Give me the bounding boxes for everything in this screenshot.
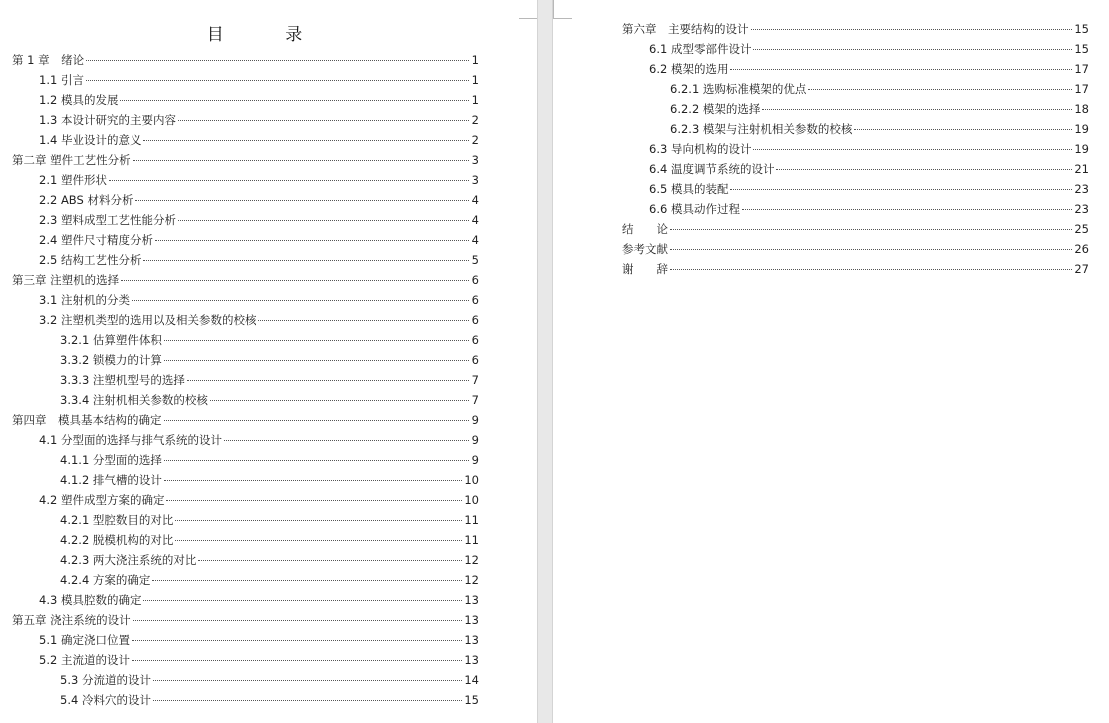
toc-entry[interactable]	[12, 150, 479, 170]
toc-page-number: 6	[471, 273, 479, 287]
toc-dot-leader	[133, 620, 463, 621]
toc-entry[interactable]	[12, 290, 479, 310]
toc-entry-label: 第六章 主要结构的设计	[622, 22, 749, 36]
toc-entry[interactable]	[12, 390, 479, 410]
toc-dot-leader	[143, 140, 469, 141]
toc-page-number: 9	[471, 413, 479, 427]
toc-dot-leader	[224, 440, 469, 441]
toc-entry[interactable]	[622, 139, 1089, 159]
toc-entry-label: 第四章 模具基本结构的确定	[12, 413, 162, 427]
toc-dot-leader	[178, 220, 469, 221]
toc-page-number: 1	[471, 73, 479, 87]
toc-entry-label: 1.2 模具的发展	[39, 93, 119, 107]
toc-entry[interactable]	[12, 670, 479, 690]
toc-dot-leader	[121, 280, 469, 281]
toc-entry[interactable]	[12, 370, 479, 390]
toc-dot-leader	[120, 100, 469, 101]
toc-page-number: 6	[471, 313, 479, 327]
toc-dot-leader	[152, 580, 462, 581]
toc-dot-leader	[730, 69, 1072, 70]
toc-dot-leader	[776, 169, 1072, 170]
toc-page-number: 27	[1074, 262, 1089, 276]
toc-dot-leader	[258, 320, 469, 321]
toc-dot-leader	[753, 49, 1072, 50]
toc-dot-leader	[175, 540, 462, 541]
toc-page-number: 25	[1074, 222, 1089, 236]
toc-entry-label: 6.2 模架的选用	[649, 62, 729, 76]
toc-entry[interactable]	[12, 50, 479, 70]
toc-entry[interactable]	[12, 130, 479, 150]
toc-entry-label: 结 论	[622, 222, 668, 236]
toc-entry[interactable]	[622, 79, 1089, 99]
toc-entry-label: 第 1 章 绪论	[12, 53, 85, 67]
toc-page-number: 23	[1074, 182, 1089, 196]
toc-page-number: 2	[471, 133, 479, 147]
toc-entry-label: 3.3.3 注塑机型号的选择	[60, 373, 185, 387]
toc-entry-label: 4.1 分型面的选择与排气系统的设计	[39, 433, 222, 447]
toc-entry-label: 6.2.3 模架与注射机相关参数的校核	[670, 122, 853, 136]
toc-entry[interactable]	[622, 39, 1089, 59]
toc-dot-leader	[133, 160, 469, 161]
toc-page-number: 10	[464, 493, 479, 507]
toc-entry[interactable]	[12, 110, 479, 130]
toc-entry[interactable]	[12, 630, 479, 650]
toc-page-number: 14	[464, 673, 479, 687]
toc-page-number: 19	[1074, 142, 1089, 156]
toc-dot-leader	[762, 109, 1072, 110]
toc-page-number: 5	[471, 253, 479, 267]
toc-entry[interactable]	[622, 159, 1089, 179]
toc-entry-label: 4.1.2 排气槽的设计	[60, 473, 162, 487]
toc-entry[interactable]	[622, 239, 1089, 259]
toc-entry[interactable]	[12, 450, 479, 470]
toc-dot-leader	[153, 700, 462, 701]
toc-dot-leader	[164, 460, 469, 461]
toc-entry-label: 6.3 导向机构的设计	[649, 142, 752, 156]
toc-entry[interactable]	[12, 170, 479, 190]
toc-dot-leader	[132, 660, 462, 661]
toc-page-number: 13	[464, 593, 479, 607]
toc-page-number: 6	[471, 293, 479, 307]
toc-entry-label: 1.3 本设计研究的主要内容	[39, 113, 176, 127]
toc-entry[interactable]	[12, 590, 479, 610]
toc-entry-label: 6.4 温度调节系统的设计	[649, 162, 775, 176]
toc-entry-label: 2.2 ABS 材料分析	[39, 193, 134, 207]
toc-entry[interactable]	[622, 259, 1089, 279]
toc-entry[interactable]	[12, 70, 479, 90]
toc-entry-label: 3.2.1 估算塑件体积	[60, 333, 162, 347]
toc-entry[interactable]	[12, 610, 479, 630]
toc-dot-leader	[164, 340, 469, 341]
toc-page-number: 15	[464, 693, 479, 707]
toc-page-number: 4	[471, 193, 479, 207]
toc-entry-label: 5.1 确定浇口位置	[39, 633, 130, 647]
toc-dot-leader	[86, 60, 469, 61]
toc-dot-leader	[143, 260, 469, 261]
toc-entry-label: 2.5 结构工艺性分析	[39, 253, 142, 267]
toc-entry[interactable]	[622, 59, 1089, 79]
toc-page-number: 9	[471, 433, 479, 447]
toc-entry-label: 1.1 引言	[39, 73, 84, 87]
toc-entry[interactable]	[12, 250, 479, 270]
toc-dot-leader	[730, 189, 1072, 190]
toc-dot-leader	[753, 149, 1072, 150]
toc-dot-leader	[175, 520, 462, 521]
toc-page-number: 11	[464, 533, 479, 547]
toc-entry-label: 5.4 冷料穴的设计	[60, 693, 151, 707]
toc-entry[interactable]	[12, 570, 479, 590]
toc-dot-leader	[670, 269, 1072, 270]
toc-entry[interactable]	[12, 550, 479, 570]
toc-dot-leader	[670, 249, 1072, 250]
toc-entry[interactable]	[622, 179, 1089, 199]
toc-entry[interactable]	[12, 90, 479, 110]
toc-entry-label: 6.5 模具的装配	[649, 182, 729, 196]
toc-page-number: 1	[471, 93, 479, 107]
toc-dot-leader	[109, 180, 469, 181]
toc-dot-leader	[751, 29, 1073, 30]
toc-entry-label: 6.6 模具动作过程	[649, 202, 740, 216]
toc-dot-leader	[153, 680, 462, 681]
toc-entry-label: 2.3 塑料成型工艺性能分析	[39, 213, 176, 227]
toc-dot-leader	[143, 600, 462, 601]
toc-entry-label: 4.2.1 型腔数目的对比	[60, 513, 174, 527]
toc-entry-label: 4.2 塑件成型方案的确定	[39, 493, 165, 507]
toc-dot-leader	[178, 120, 469, 121]
toc-entry[interactable]	[12, 530, 479, 550]
document-page-right	[553, 0, 1109, 723]
toc-dot-leader	[164, 420, 470, 421]
toc-entry-label: 4.2.3 两大浇注系统的对比	[60, 553, 197, 567]
toc-entry-label: 4.2.2 脱模机构的对比	[60, 533, 174, 547]
toc-entry[interactable]	[12, 510, 479, 530]
toc-entry-label: 6.1 成型零部件设计	[649, 42, 752, 56]
toc-entry[interactable]	[12, 350, 479, 370]
toc-dot-leader	[742, 209, 1072, 210]
toc-entry-label: 谢 辞	[622, 262, 668, 276]
toc-page-number: 12	[464, 553, 479, 567]
toc-dot-leader	[132, 300, 469, 301]
toc-page-number: 17	[1074, 62, 1089, 76]
toc-entry-label: 参考文献	[622, 242, 668, 256]
toc-entry-label: 4.3 模具腔数的确定	[39, 593, 142, 607]
toc-entry[interactable]	[12, 490, 479, 510]
toc-entry[interactable]	[622, 219, 1089, 239]
toc-dot-leader	[854, 129, 1072, 130]
toc-entry[interactable]	[12, 310, 479, 330]
toc-entry-label: 第三章 注塑机的选择	[12, 273, 120, 287]
toc-page-number: 3	[471, 153, 479, 167]
document-page-left	[0, 0, 537, 723]
toc-entry-label: 第五章 浇注系统的设计	[12, 613, 131, 627]
toc-entry[interactable]	[12, 650, 479, 670]
toc-page-number: 15	[1074, 42, 1089, 56]
toc-dot-leader	[164, 480, 462, 481]
toc-dot-leader	[166, 500, 462, 501]
toc-page-number: 15	[1074, 22, 1089, 36]
toc-dot-leader	[670, 229, 1072, 230]
toc-page-number: 6	[471, 333, 479, 347]
toc-dot-leader	[808, 89, 1072, 90]
toc-page-number: 23	[1074, 202, 1089, 216]
toc-dot-leader	[155, 240, 469, 241]
toc-entry-label: 3.1 注射机的分类	[39, 293, 130, 307]
toc-entry[interactable]	[12, 430, 479, 450]
toc-page-number: 7	[471, 373, 479, 387]
toc-entry[interactable]	[12, 270, 479, 290]
toc-entry-label: 6.2.2 模架的选择	[670, 102, 761, 116]
toc-page-number: 17	[1074, 82, 1089, 96]
toc-page-number: 9	[471, 453, 479, 467]
toc-dot-leader	[86, 80, 469, 81]
toc-entry[interactable]	[12, 410, 479, 430]
toc-page-number: 26	[1074, 242, 1089, 256]
toc-entry[interactable]	[622, 119, 1089, 139]
toc-page-number: 19	[1074, 122, 1089, 136]
toc-page-number: 13	[464, 633, 479, 647]
toc-page-number: 18	[1074, 102, 1089, 116]
toc-page-number: 21	[1074, 162, 1089, 176]
toc-page-number: 7	[471, 393, 479, 407]
toc-entry[interactable]	[12, 210, 479, 230]
toc-entry-label: 2.4 塑件尺寸精度分析	[39, 233, 153, 247]
toc-entry-label: 第二章 塑件工艺性分析	[12, 153, 131, 167]
toc-entry[interactable]	[12, 690, 479, 710]
toc-entry-label: 6.2.1 选购标准模架的优点	[670, 82, 807, 96]
toc-dot-leader	[135, 200, 469, 201]
toc-entry[interactable]	[12, 330, 479, 350]
toc-dot-leader	[132, 640, 462, 641]
toc-entry[interactable]	[622, 199, 1089, 219]
toc-entry-label: 3.3.4 注射机相关参数的校核	[60, 393, 208, 407]
toc-page-number: 6	[471, 353, 479, 367]
toc-list-right	[622, 19, 1089, 279]
toc-entry-label: 4.2.4 方案的确定	[60, 573, 151, 587]
toc-entry[interactable]	[12, 470, 479, 490]
toc-entry-label: 5.2 主流道的设计	[39, 653, 130, 667]
toc-page-number: 4	[471, 233, 479, 247]
toc-dot-leader	[210, 400, 469, 401]
toc-page-number: 11	[464, 513, 479, 527]
toc-entry[interactable]	[12, 190, 479, 210]
toc-dot-leader	[187, 380, 469, 381]
toc-page-number: 13	[464, 653, 479, 667]
toc-page-number: 1	[471, 53, 479, 67]
toc-dot-leader	[198, 560, 462, 561]
toc-page-number: 13	[464, 613, 479, 627]
toc-entry-label: 5.3 分流道的设计	[60, 673, 151, 687]
toc-page-number: 12	[464, 573, 479, 587]
toc-entry-label: 4.1.1 分型面的选择	[60, 453, 162, 467]
toc-page-number: 4	[471, 213, 479, 227]
toc-entry-label: 2.1 塑件形状	[39, 173, 107, 187]
toc-page-number: 3	[471, 173, 479, 187]
page-corner-mark-left	[553, 0, 572, 19]
toc-entry[interactable]	[622, 99, 1089, 119]
toc-entry-label: 3.2 注塑机类型的选用以及相关参数的校核	[39, 313, 257, 327]
page-corner-mark-right	[519, 0, 538, 19]
toc-entry[interactable]	[622, 19, 1089, 39]
toc-dot-leader	[164, 360, 469, 361]
toc-list-left	[12, 50, 479, 710]
toc-title: 目 录	[206, 25, 331, 45]
toc-page-number: 10	[464, 473, 479, 487]
toc-entry[interactable]	[12, 230, 479, 250]
toc-entry-label: 1.4 毕业设计的意义	[39, 133, 142, 147]
toc-page-number: 2	[471, 113, 479, 127]
toc-entry-label: 3.3.2 锁模力的计算	[60, 353, 162, 367]
page-gutter	[537, 0, 553, 723]
